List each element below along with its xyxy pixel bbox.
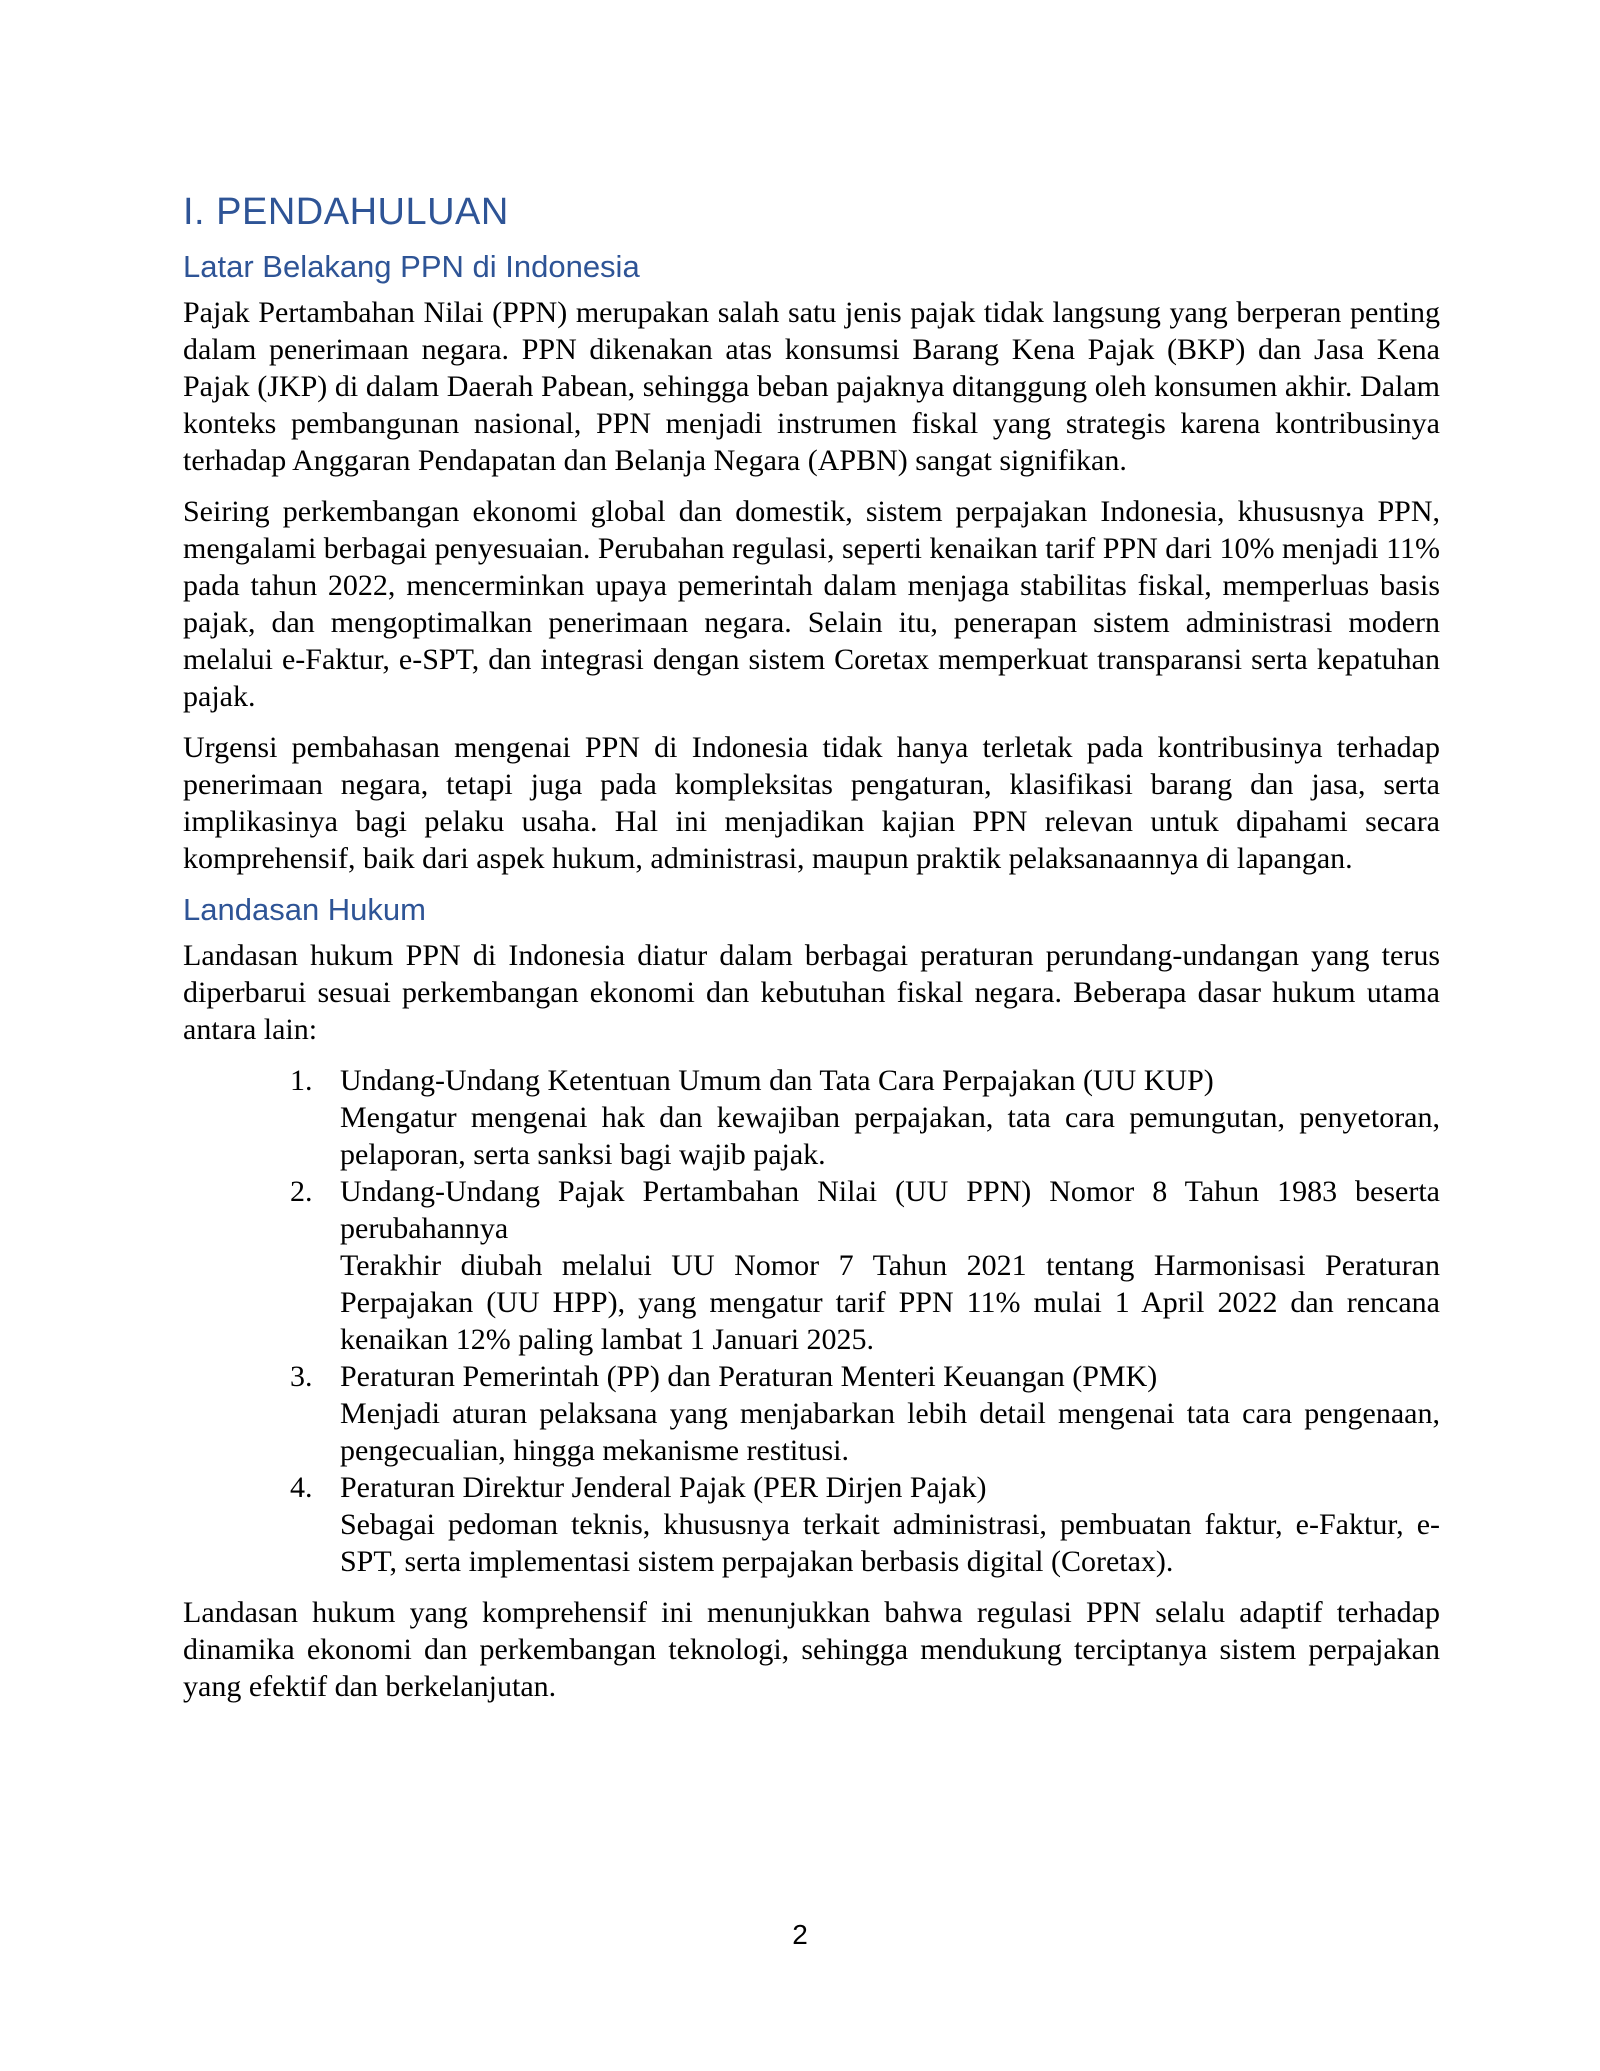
paragraph-ppn-definition: Pajak Pertambahan Nilai (PPN) merupakan salah satu jenis pajak tidak langsung yang berperan penting dalam penerimaan negara. PPN dikenakan atas konsumsi Barang Kena Pajak (BKP) dan Jasa Kena Pajak (JKP) di dalam Daerah Pabean, sehingga beban pajaknya ditanggung oleh konsumen akhir. Dalam konteks pembangunan nasional, PPN menjadi instrumen fiskal yang strategis karena kontribusinya terhadap Anggaran Pendapatan dan Belanja Negara (APBN) sangat signifikan. [183, 296, 1440, 477]
list-item-number: 2. [290, 1175, 313, 1208]
paragraph-legal-closing: Landasan hukum yang komprehensif ini menunjukkan bahwa regulasi PPN selalu adaptif terhadap dinamika ekonomi dan perkembangan teknologi, sehingga mendukung terciptanya sistem perpajakan yang efektif dan berkelanjutan. [183, 1596, 1440, 1703]
subsection-heading-landasan-hukum: Landasan Hukum [183, 892, 426, 927]
list-item-number: 1. [290, 1064, 313, 1097]
list-item-title: Undang-Undang Pajak Pertambahan Nilai (UU PPN) Nomor 8 Tahun 1983 beserta perubahannya [340, 1175, 1440, 1245]
list-item-title: Peraturan Pemerintah (PP) dan Peraturan Menteri Keuangan (PMK) [340, 1360, 1158, 1393]
document-content [183, 190, 1440, 1719]
subsection-heading-latar-belakang: Latar Belakang PPN di Indonesia [183, 249, 640, 284]
paragraph-ppn-urgency: Urgensi pembahasan mengenai PPN di Indonesia tidak hanya terletak pada kontribusinya terhadap penerimaan negara, tetapi juga pada kompleksitas pengaturan, klasifikasi barang dan jasa, serta implikasinya bagi pelaku usaha. Hal ini menjadikan kajian PPN relevan untuk dipahami secara komprehensif, baik dari aspek hukum, administrasi, maupun praktik pelaksanaannya di lapangan. [183, 731, 1440, 875]
list-item-description: Sebagai pedoman teknis, khususnya terkait administrasi, pembuatan faktur, e-Faktur, e-SPT, serta implementasi sistem perpajakan berbasis digital (Coretax). [340, 1508, 1440, 1578]
legal-basis-list [183, 1062, 1440, 1580]
list-item-number: 4. [290, 1471, 313, 1504]
list-item-per-dirjen [183, 1469, 1440, 1580]
list-item-description: Menjadi aturan pelaksana yang menjabarkan lebih detail mengenai tata cara pengenaan, pengecualian, hingga mekanisme restitusi. [340, 1397, 1440, 1467]
list-item-description: Mengatur mengenai hak dan kewajiban perpajakan, tata cara pemungutan, penyetoran, pelaporan, serta sanksi bagi wajib pajak. [340, 1101, 1440, 1171]
paragraph-legal-intro: Landasan hukum PPN di Indonesia diatur dalam berbagai peraturan perundang-undangan yang terus diperbarui sesuai perkembangan ekonomi dan kebutuhan fiskal negara. Beberapa dasar hukum utama antara lain: [183, 939, 1440, 1046]
paragraph-ppn-regulation-changes: Seiring perkembangan ekonomi global dan domestik, sistem perpajakan Indonesia, khususnya PPN, mengalami berbagai penyesuaian. Perubahan regulasi, seperti kenaikan tarif PPN dari 10% menjadi 11% pada tahun 2022, mencerminkan upaya pemerintah dalam menjaga stabilitas fiskal, memperluas basis pajak, dan mengoptimalkan penerimaan negara. Selain itu, penerapan sistem administrasi modern melalui e-Faktur, e-SPT, dan integrasi dengan sistem Coretax memperkuat transparansi serta kepatuhan pajak. [183, 495, 1440, 713]
list-item-uu-kup [183, 1062, 1440, 1173]
list-item-title: Peraturan Direktur Jenderal Pajak (PER Dirjen Pajak) [340, 1471, 987, 1504]
list-item-description: Terakhir diubah melalui UU Nomor 7 Tahun 2021 tentang Harmonisasi Peraturan Perpajakan (UU HPP), yang mengatur tarif PPN 11% mulai 1 April 2022 dan rencana kenaikan 12% paling lambat 1 Januari 2025. [340, 1249, 1440, 1356]
list-item-number: 3. [290, 1360, 313, 1393]
list-item-title: Undang-Undang Ketentuan Umum dan Tata Cara Perpajakan (UU KUP) [340, 1064, 1214, 1097]
list-item-pp-pmk [183, 1358, 1440, 1469]
page-number: 2 [792, 1919, 808, 1950]
list-item-uu-ppn [183, 1173, 1440, 1358]
section-heading-pendahuluan: I. PENDAHULUAN [183, 191, 509, 233]
